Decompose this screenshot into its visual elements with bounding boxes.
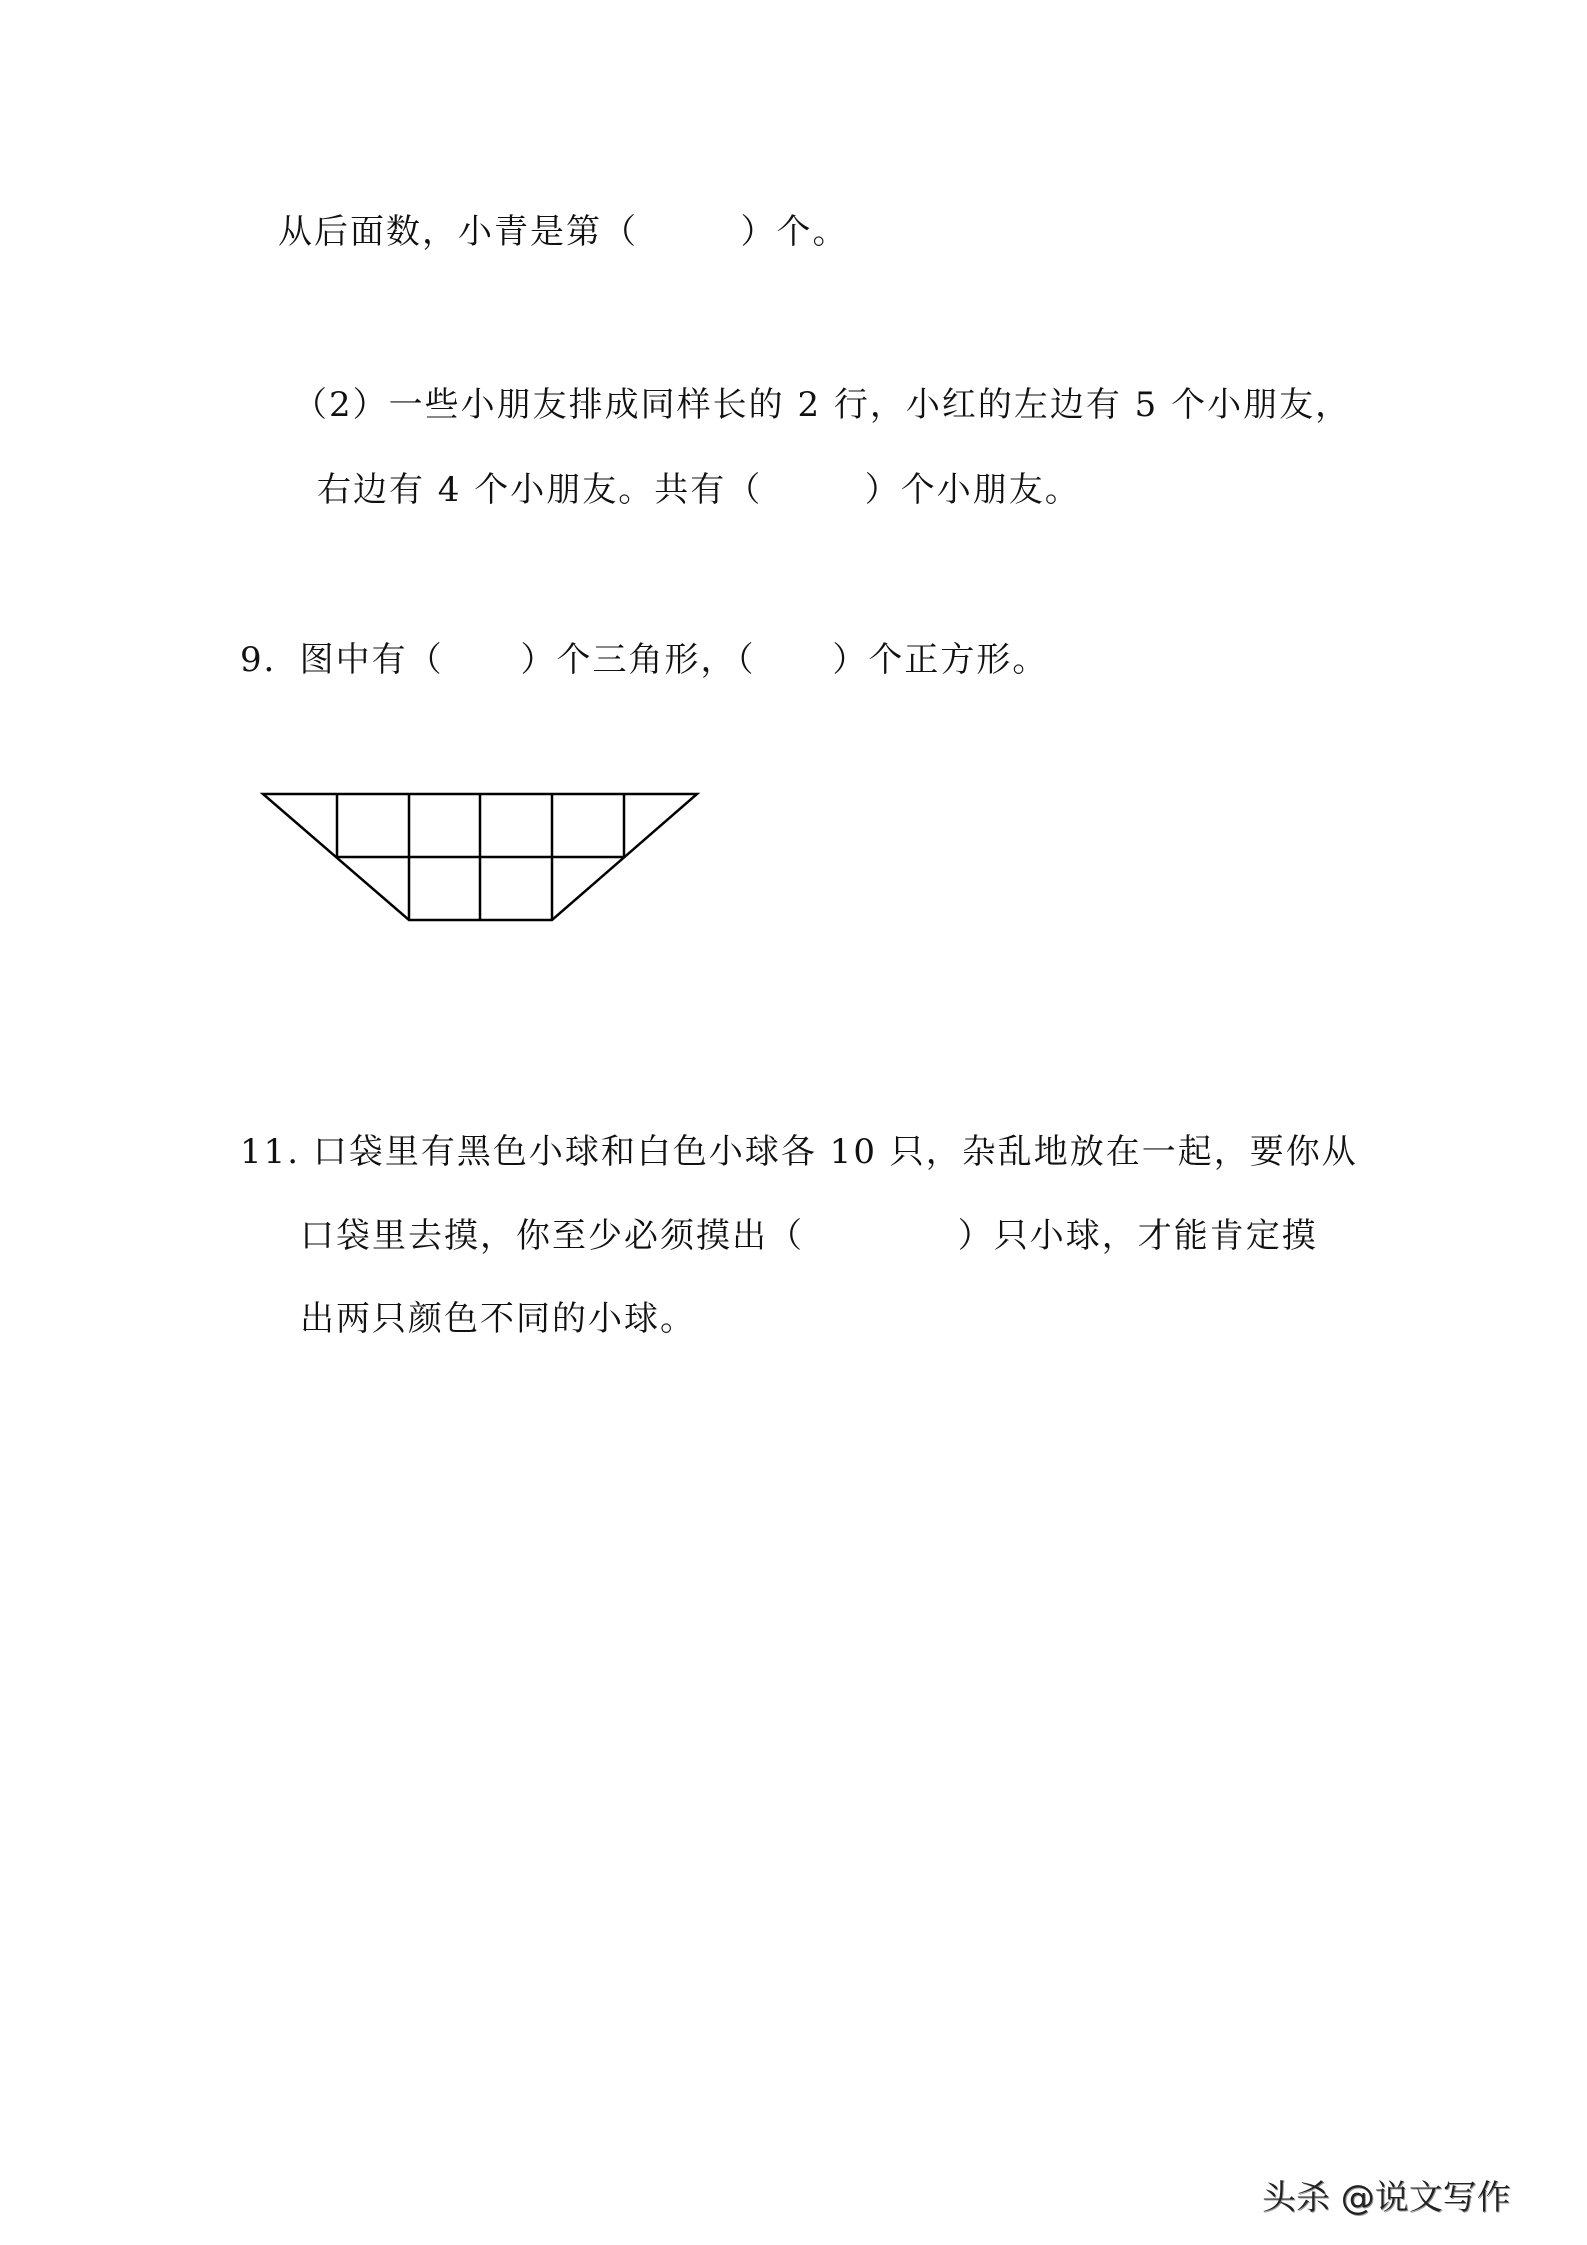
q11-line1: 11. 口袋里有黑色小球和白色小球各 10 只，杂乱地放在一起，要你从 — [240, 1132, 1358, 1172]
q11-line3: 出两只颜色不同的小球。 — [300, 1299, 696, 1339]
watermark: 头杀 @说文写作 — [1262, 2178, 1511, 2218]
q11-line2: 口袋里去摸，你至少必须摸出（ ）只小球，才能肯定摸 — [300, 1216, 1318, 1256]
q8-part2-line2: 右边有 4 个小朋友。共有（ ）个小朋友。 — [317, 470, 1081, 510]
trapezoid-figure — [0, 0, 1587, 1000]
q8-part2-line1: （2）一些小朋友排成同样长的 2 行，小红的左边有 5 个小朋友， — [293, 385, 1352, 425]
q8-part1-line: 从后面数，小青是第（ ）个。 — [278, 212, 849, 252]
q9-line: 9．图中有（ ）个三角形，（ ）个正方形。 — [240, 640, 1049, 680]
